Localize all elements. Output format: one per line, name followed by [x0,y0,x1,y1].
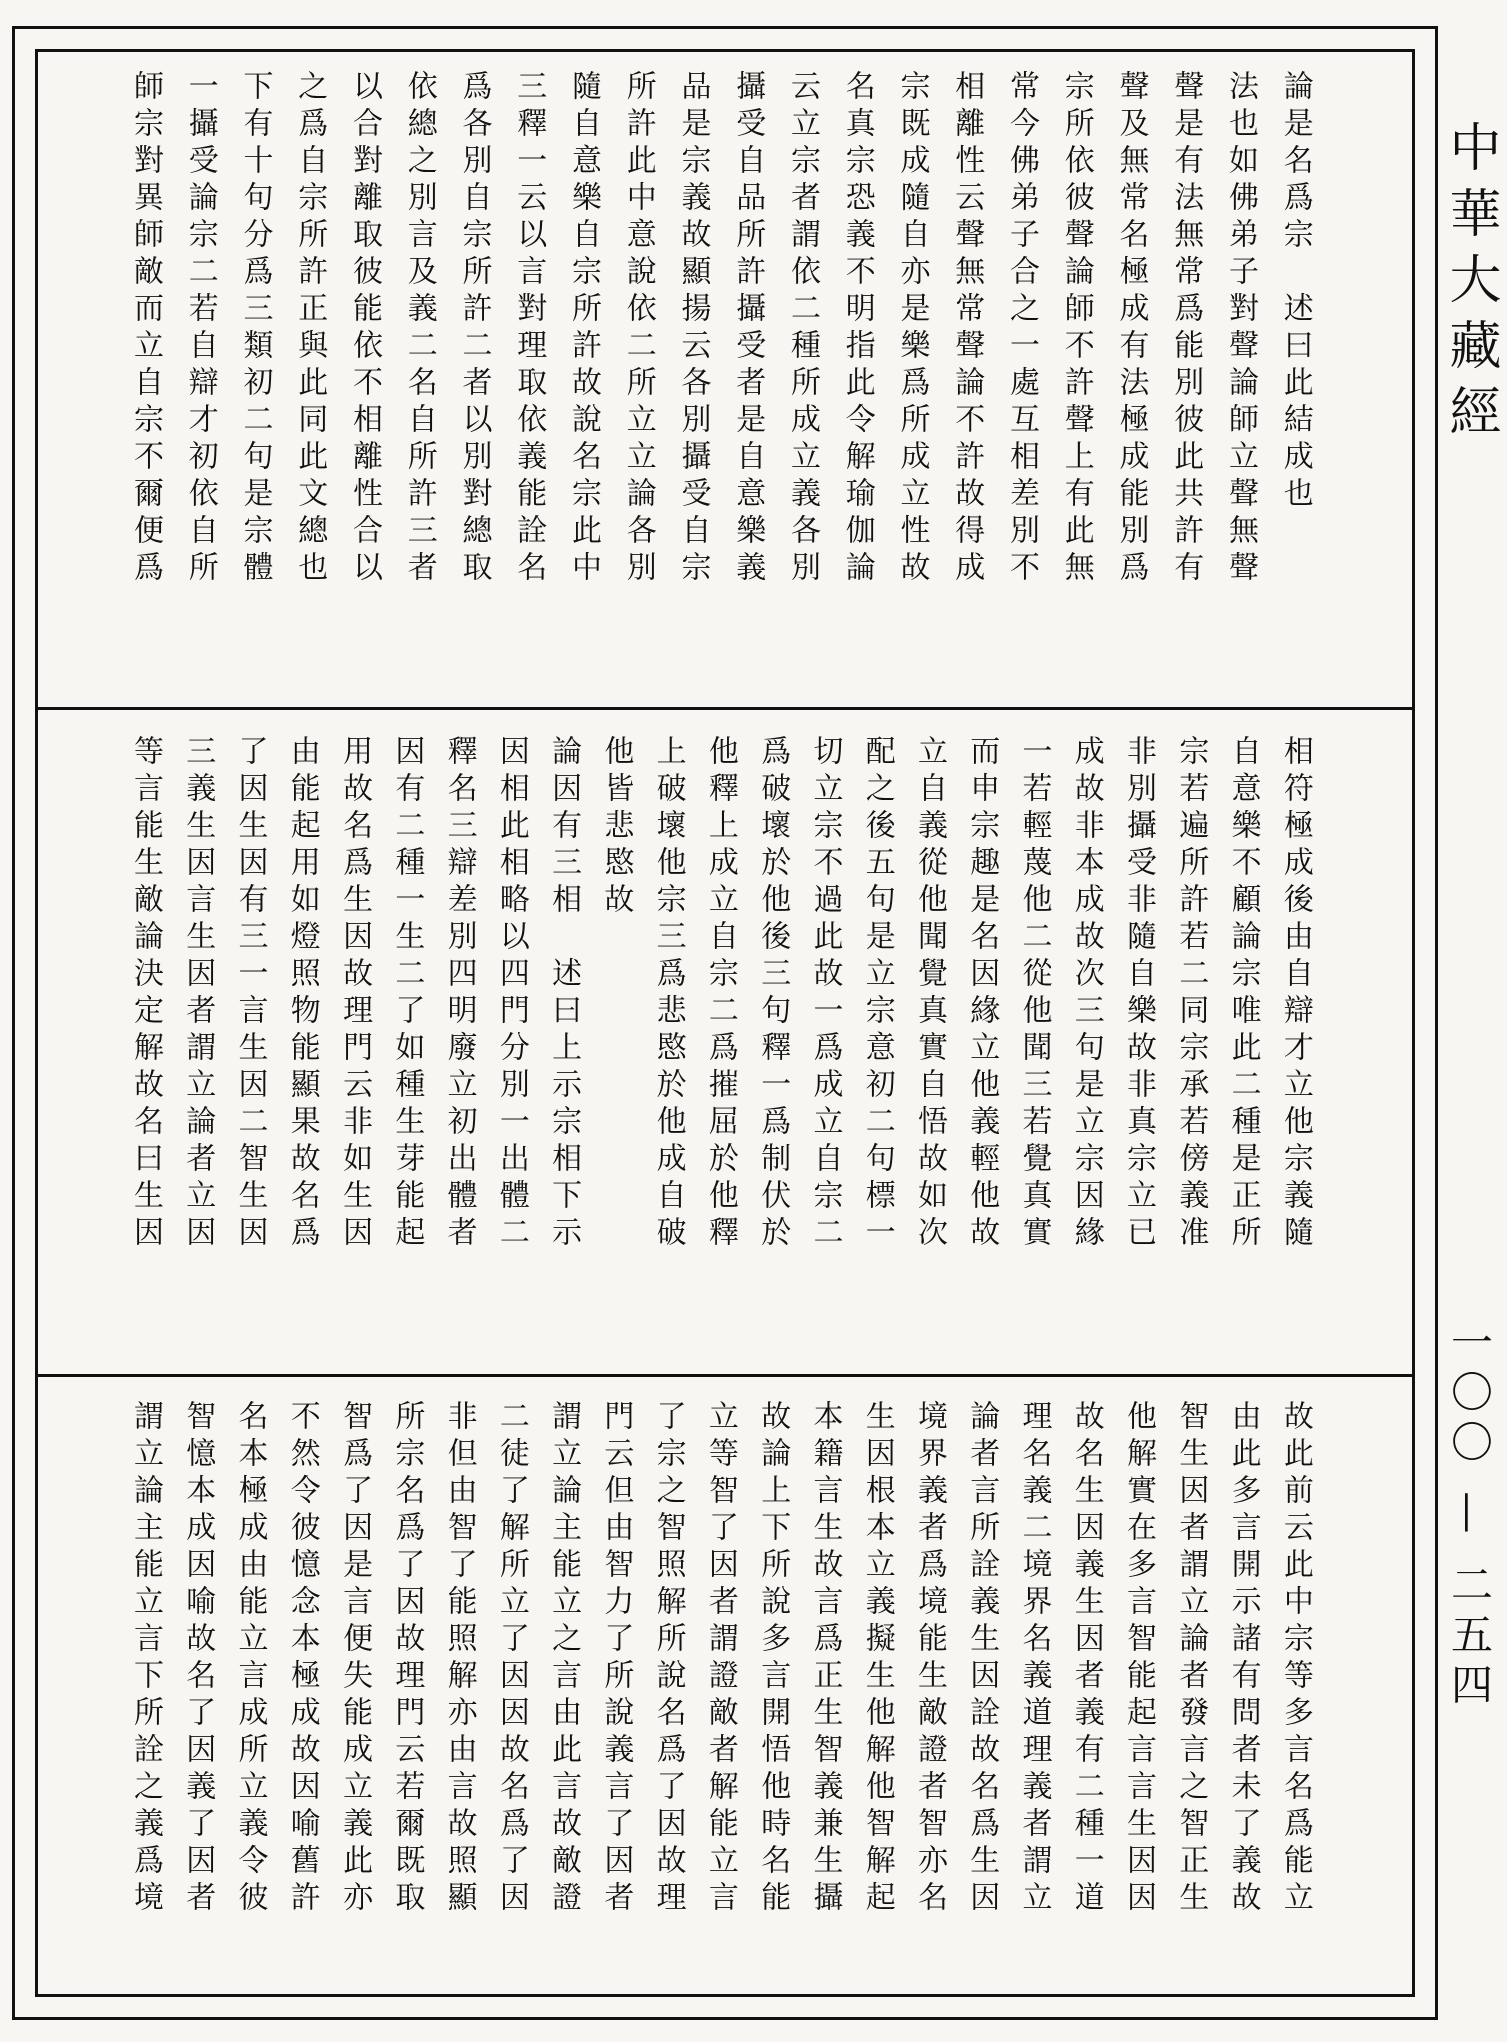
text-column: 不然令彼憶念本極成故因喻舊許 [284,1400,320,1918]
text-column: 名本極成由能立言成所立義令彼 [232,1400,268,1918]
text-column: 一攝受論宗二若自辯才初依自所 [182,70,218,588]
text-column: 因有二種一生二了如種生芽能起 [389,735,425,1253]
text-column: 宗若遍所許若二同宗承若傍義准 [1173,735,1209,1253]
text-column: 門云但由智力了所說義言了因者 [598,1400,634,1918]
text-column: 非別攝受非隨自樂故非真宗立已 [1121,735,1157,1253]
text-column: 論因有三相 述曰上示宗相下示 [546,735,582,1253]
text-column: 名真宗恐義不明指此令解瑜伽論 [839,70,875,588]
text-column: 三釋一云以言對理取依義能詮名 [511,70,547,588]
text-column: 所許此中意說依二所立立論各別 [620,70,656,588]
text-column: 智憶本成因喻故名了因義了因者 [180,1400,216,1918]
text-column: 二徒了解所立了因因故名爲了因 [493,1400,529,1918]
text-column: 等言能生敵論決定解故名曰生因 [128,735,163,1253]
text-column: 他釋上成立自宗二爲摧屈於他釋 [702,735,738,1253]
text-column: 配之後五句是立宗意初二句標一 [859,735,895,1253]
text-column: 之爲自宗所許正與此同此文總也 [292,70,328,588]
text-column: 謂立論主能立言下所詮之義爲境 [128,1400,163,1918]
text-column: 宗既成隨自亦是樂爲所成立性故 [894,70,930,588]
text-column: 由能起用如燈照物能顯果故名爲 [284,735,320,1253]
text-column: 三義生因言生因者謂立論者立因 [180,735,216,1253]
text-column: 上破壞他宗三爲悲愍於他成自破 [650,735,686,1253]
text-column: 常今佛弟子合之一處互相差別不 [1004,70,1039,588]
page-number: 一〇〇 — 二五四 [1445,1320,1494,1713]
text-column: 所宗名爲了因故理門云若爾既取 [389,1400,425,1918]
text-column: 他皆悲愍故 [598,735,634,920]
text-column: 因相此相略以四門分別一出體二 [493,735,529,1253]
text-column: 用故名爲生因故理門云非如生因 [337,735,373,1253]
text-column: 理名義二境界名義道理義者謂立 [1016,1400,1052,1918]
text-column: 依總之別言及義二名自所許三者 [401,70,437,588]
text-register-bottom [120,1400,1320,1980]
text-column: 立等智了因者謂證敵者解能立言 [702,1400,738,1918]
text-column: 智爲了因是言便失能成立義此亦 [337,1400,373,1918]
text-column: 師宗對異師敵而立自宗不爾便爲 [128,70,163,588]
text-column: 爲破壞於他後三句釋一爲制伏於 [755,735,791,1253]
text-column: 生因根本立義擬生他解他智解起 [859,1400,895,1918]
text-column: 謂立論主能立之言由此言故敵證 [546,1400,582,1918]
register-divider-2 [38,1374,1412,1377]
text-column: 故此前云此中宗等多言名爲能立 [1277,1400,1313,1918]
text-column: 聲及無常名極成有法極成能別爲 [1113,70,1149,588]
text-column: 由此多言開示諸有問者未了義故 [1225,1400,1261,1918]
text-column: 爲各別自宗所許二者以別對總取 [456,70,492,588]
text-column: 而申宗趣是名因緣立他義輕他故 [964,735,1000,1253]
text-column: 本籍言生故言爲正生智義兼生攝 [807,1400,843,1918]
text-column: 聲是有法無常爲能別彼此共許有 [1168,70,1204,588]
text-column: 成故非本成故次三句是立宗因緣 [1068,735,1104,1253]
text-column: 立自義從他聞覺真實自悟故如次 [911,735,947,1253]
text-column: 釋名三辯差別四明廢立初出體者 [441,735,477,1253]
text-column: 智生因者謂立論者發言之智正生 [1173,1400,1209,1918]
text-column: 故論上下所說多言開悟他時名能 [755,1400,791,1918]
text-column: 自意樂不顧論宗唯此二種是正所 [1225,735,1261,1253]
collection-title: 中華大藏經 [1440,120,1500,450]
text-column: 了宗之智照解所說名爲了因故理 [650,1400,686,1918]
text-column: 以合對離取彼能依不相離性合以 [347,70,382,588]
text-column: 相離性云聲無常聲論不許故得成 [949,70,985,588]
text-column: 一若輕蔑他二從他聞三若覺真實 [1016,735,1052,1253]
text-column: 品是宗義故顯揚云各別攝受自宗 [675,70,711,588]
text-register-middle [120,735,1320,1320]
text-column: 非但由智了能照解亦由言故照顯 [441,1400,477,1918]
text-column: 隨自意樂自宗所許故說名宗此中 [566,70,601,588]
text-column: 論是名爲宗 述曰此結成也 [1277,70,1313,514]
text-column: 相符極成後由自辯才立他宗義隨 [1277,735,1313,1253]
text-column: 切立宗不過此故一爲成立自宗二 [807,735,843,1253]
text-column: 他解實在多言智能起言言生因因 [1121,1400,1157,1918]
text-column: 宗所依彼聲論師不許聲上有此無 [1058,70,1094,588]
text-column: 了因生因有三一言生因二智生因 [232,735,268,1253]
text-column: 攝受自品所許攝受者是自意樂義 [730,70,766,588]
text-column: 法也如佛弟子對聲論師立聲無聲 [1223,70,1258,588]
register-divider-1 [38,707,1412,710]
text-column: 故名生因義生因者義有二種一道 [1068,1400,1104,1918]
text-column: 境界義者爲境能生敵證者智亦名 [911,1400,947,1918]
text-column: 云立宗者謂依二種所成立義各別 [785,70,820,588]
text-column: 論者言所詮義生因詮故名爲生因 [964,1400,1000,1918]
text-register-top [120,70,1320,650]
text-column: 下有十句分爲三類初二句是宗體 [237,70,273,588]
